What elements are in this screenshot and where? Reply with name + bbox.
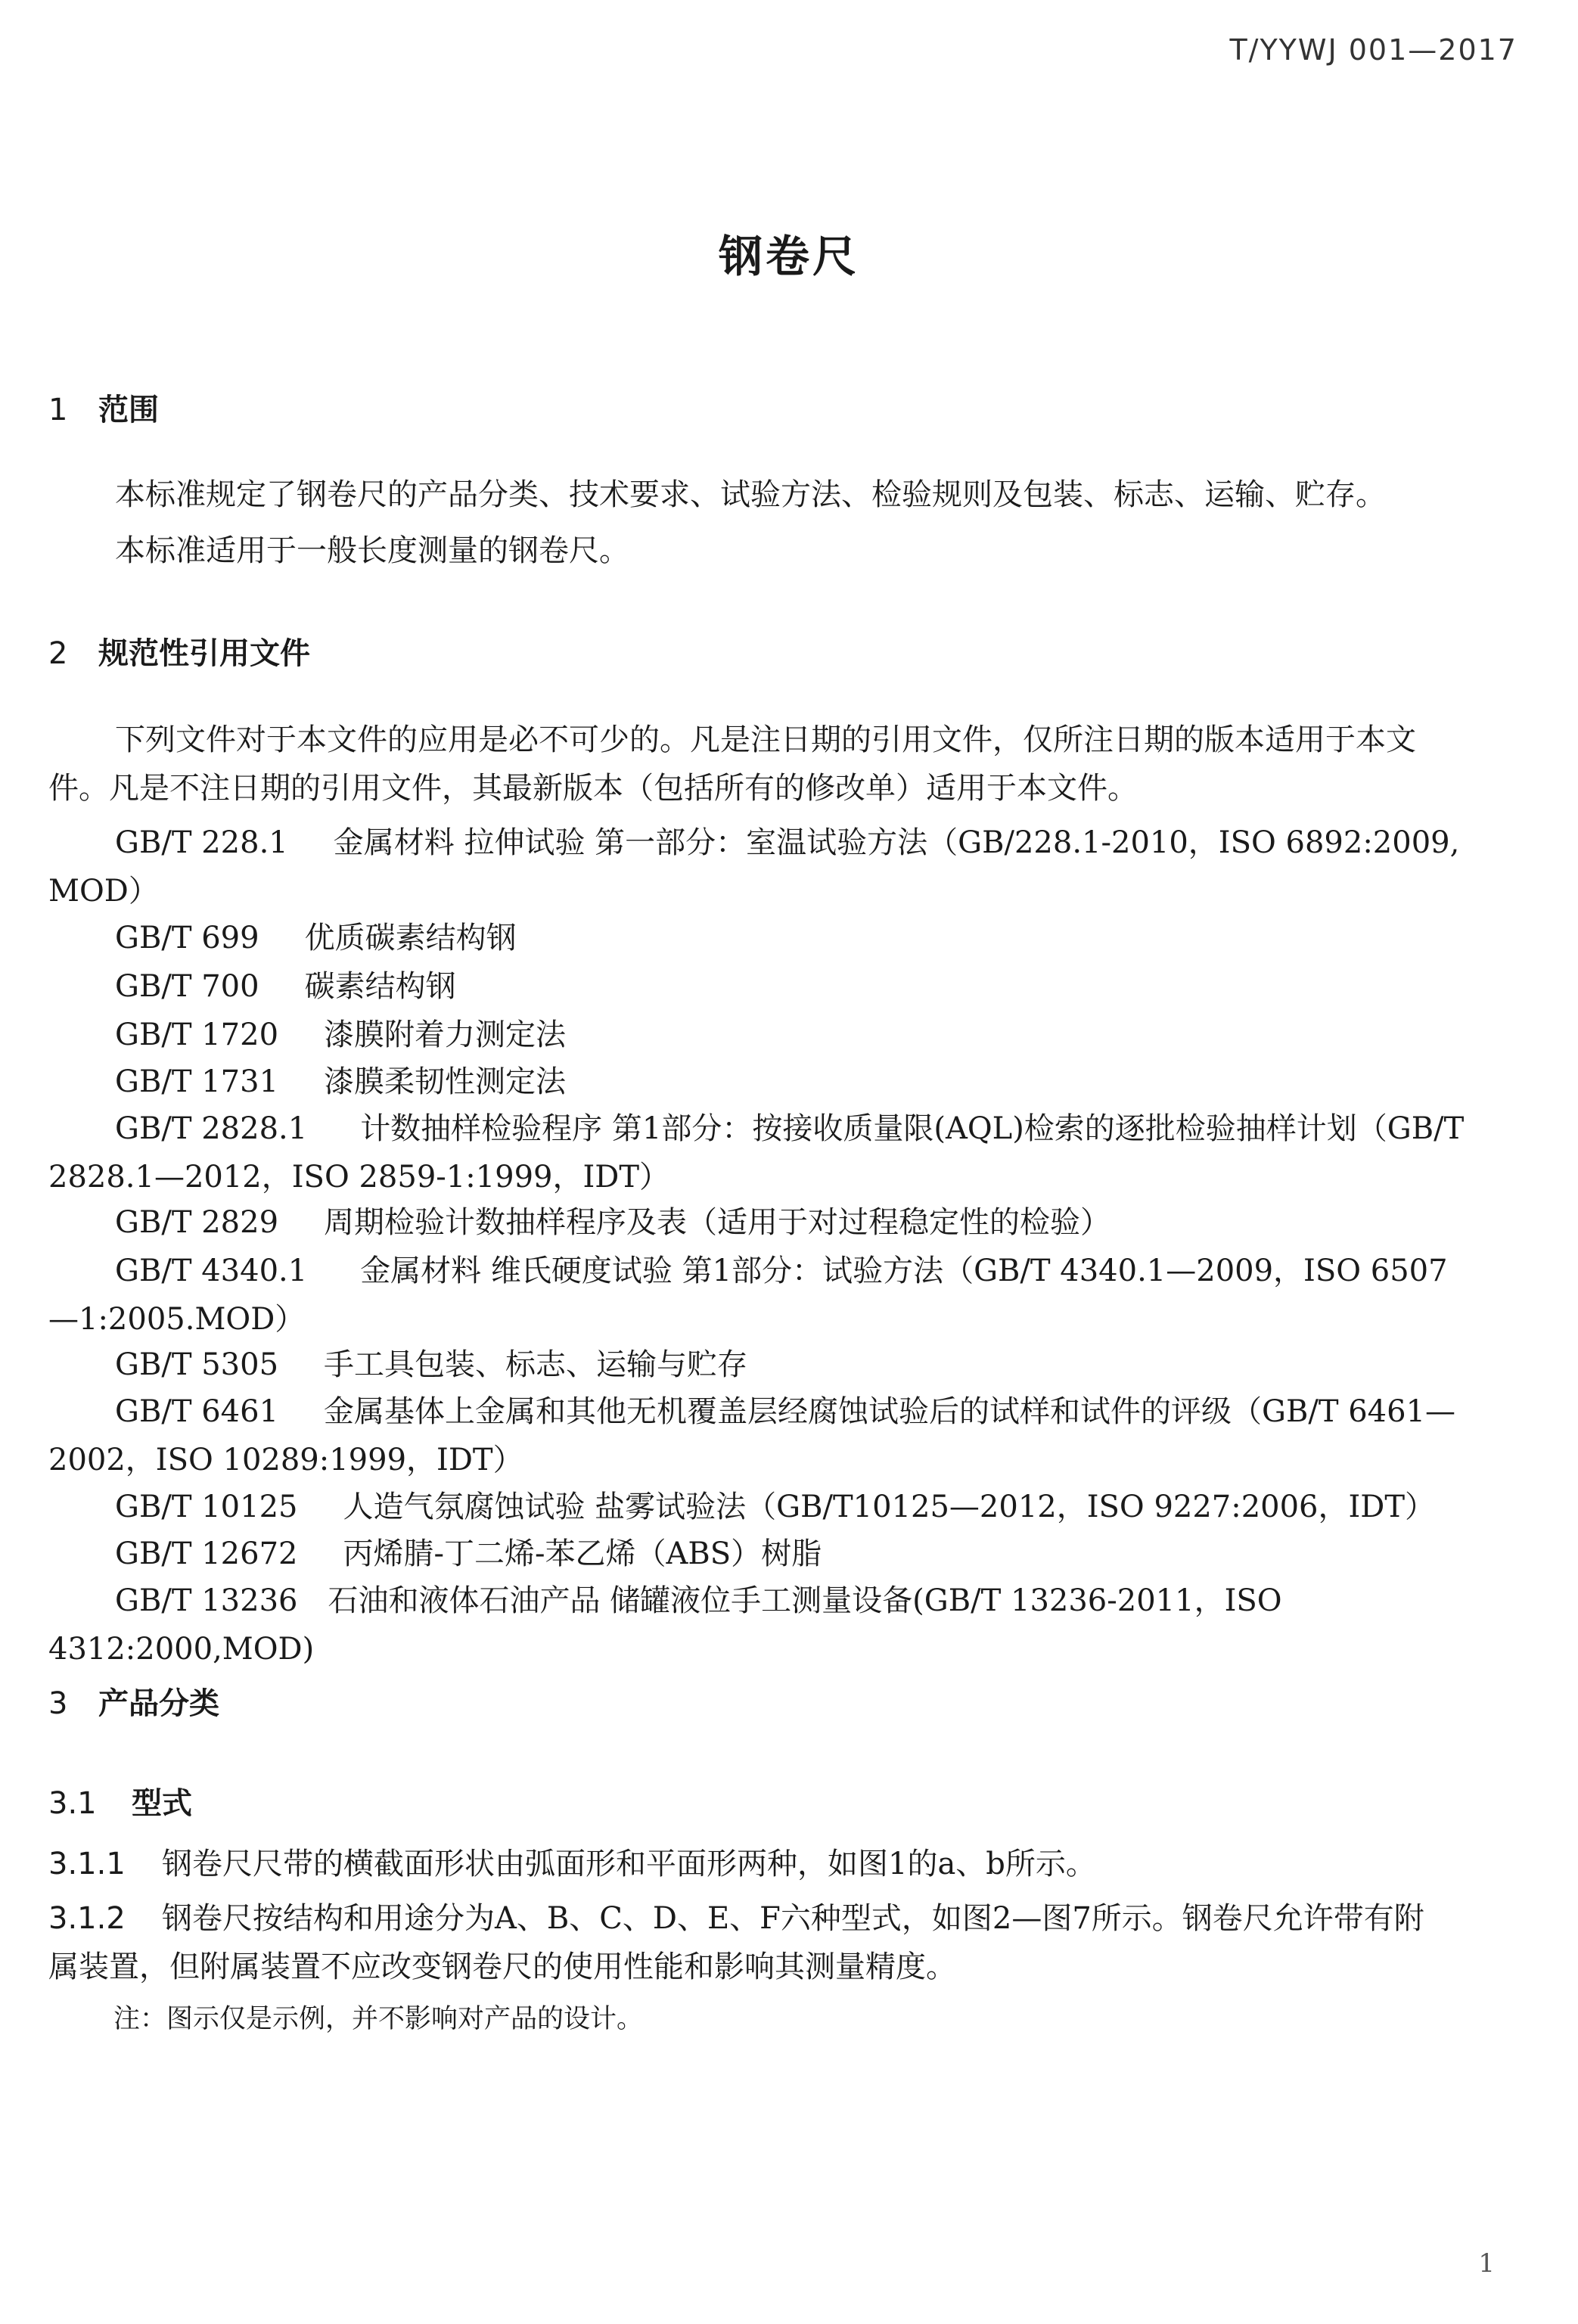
- note: 注：图示仅是示例，并不影响对产品的设计。: [113, 2004, 644, 2034]
- section-2-heading: [48, 629, 310, 673]
- scope-paragraph-1: 本标准规定了钢卷尺的产品分类、技术要求、试验方法、检验规则及包装、标志、运输、贮存。: [115, 477, 1386, 512]
- reference-item: [48, 1387, 1531, 1484]
- clause-number: 3.1.2: [48, 1901, 126, 1936]
- reference-code: GB/T 1731: [115, 1064, 279, 1099]
- page-number: 1: [1478, 2248, 1495, 2279]
- section-number: 1: [48, 393, 68, 427]
- reference-item: [48, 819, 1531, 915]
- reference-item: [48, 1530, 1531, 1578]
- reference-item: [48, 1247, 1531, 1344]
- reference-title: 人造气氛腐蚀试验 盐雾试验法（GB/T10125—2012，ISO 9227:2006，IDT）: [343, 1490, 1436, 1524]
- section-number: 3.1: [48, 1786, 97, 1821]
- reference-item: [48, 962, 1531, 1011]
- reference-code: GB/T 2828.1: [115, 1111, 308, 1146]
- section-title: 产品分类: [98, 1686, 219, 1721]
- reference-continuation: MOD）: [48, 874, 159, 909]
- reference-code: GB/T 5305: [115, 1347, 279, 1382]
- clause-text: 钢卷尺尺带的横截面形状由弧面形和平面形两种，如图1的a、b所示。: [162, 1847, 1096, 1881]
- reference-code: GB/T 6461: [115, 1394, 279, 1429]
- standard-code: T/YYWJ 001—2017: [1229, 33, 1517, 67]
- reference-item: [48, 1341, 1531, 1389]
- reference-title: 石油和液体石油产品 储罐液位手工测量设备(GB/T 13236-2011，ISO 4312:2000,MOD): [48, 1583, 1282, 1667]
- reference-item: [48, 1198, 1531, 1247]
- reference-title: 碳素结构钢: [304, 969, 456, 1004]
- section-title: 规范性引用文件: [98, 636, 310, 671]
- reference-code: GB/T 13236: [115, 1583, 298, 1618]
- scope-paragraph-2: 本标准适用于一般长度测量的钢卷尺。: [115, 533, 629, 568]
- reference-code: GB/T 1720: [115, 1018, 279, 1052]
- reference-item: [48, 1483, 1531, 1531]
- reference-code: GB/T 700: [115, 969, 259, 1004]
- normative-intro-line-1: 下列文件对于本文件的应用是必不可少的。凡是注日期的引用文件，仅所注日期的版本适用于本文: [115, 722, 1416, 757]
- section-title: 范围: [98, 393, 159, 427]
- clause-3-1-1: [48, 1840, 1524, 1888]
- reference-item: [48, 1011, 1531, 1059]
- reference-item: [48, 914, 1531, 962]
- document-title: 钢卷尺: [718, 231, 859, 282]
- reference-title: 丙烯腈-丁二烯-苯乙烯（ABS）树脂: [343, 1536, 822, 1571]
- section-3-1-heading: [48, 1779, 192, 1822]
- reference-item: [48, 1577, 1531, 1673]
- section-1-heading: [48, 386, 159, 429]
- reference-title: 金属材料 维氏硬度试验 第1部分：试验方法（GB/T 4340.1—2009，ISO 6507: [360, 1254, 1448, 1288]
- reference-title: 计数抽样检验程序 第1部分：按接收质量限(AQL)检索的逐批检验抽样计划（GB/T: [360, 1111, 1465, 1146]
- section-number: 2: [48, 636, 68, 671]
- section-title: 型式: [132, 1786, 192, 1821]
- section-number: 3: [48, 1686, 68, 1721]
- normative-intro-line-2: 件。凡是不注日期的引用文件，其最新版本（包括所有的修改单）适用于本文件。: [48, 771, 1138, 806]
- clause-text-line-2: 属装置，但附属装置不应改变钢卷尺的使用性能和影响其测量精度。: [48, 1950, 956, 1984]
- reference-title: 优质碳素结构钢: [304, 921, 517, 955]
- reference-title: 金属基体上金属和其他无机覆盖层经腐蚀试验后的试样和试件的评级（GB/T 6461—: [324, 1394, 1456, 1429]
- reference-continuation: —1:2005.MOD）: [48, 1302, 306, 1337]
- reference-code: GB/T 12672: [115, 1536, 298, 1571]
- reference-title: 周期检验计数抽样程序及表（适用于对过程稳定性的检验）: [324, 1205, 1111, 1240]
- reference-code: GB/T 2829: [115, 1205, 279, 1240]
- reference-code: GB/T 10125: [115, 1490, 298, 1524]
- reference-continuation: 2828.1—2012，ISO 2859-1:1999，IDT）: [48, 1160, 670, 1195]
- reference-title: 漆膜柔韧性测定法: [324, 1064, 567, 1099]
- reference-title: 漆膜附着力测定法: [324, 1018, 567, 1052]
- reference-code: GB/T 4340.1: [115, 1254, 308, 1288]
- clause-3-1-2: [48, 1894, 1524, 1991]
- reference-continuation: 2002，ISO 10289:1999，IDT）: [48, 1443, 523, 1477]
- reference-item: [48, 1058, 1531, 1106]
- clause-text-line-1: 钢卷尺按结构和用途分为A、B、C、D、E、F六种型式，如图2—图7所示。钢卷尺允许带有附: [162, 1901, 1424, 1936]
- section-3-heading: [48, 1679, 219, 1723]
- reference-code: GB/T 699: [115, 921, 259, 955]
- reference-item: [48, 1105, 1531, 1201]
- clause-number: 3.1.1: [48, 1847, 126, 1881]
- reference-title: 手工具包装、标志、运输与贮存: [324, 1347, 748, 1382]
- reference-title: 金属材料 拉伸试验 第一部分：室温试验方法（GB/228.1-2010，ISO 6892:2009,: [333, 825, 1460, 860]
- reference-code: GB/T 228.1: [115, 825, 288, 860]
